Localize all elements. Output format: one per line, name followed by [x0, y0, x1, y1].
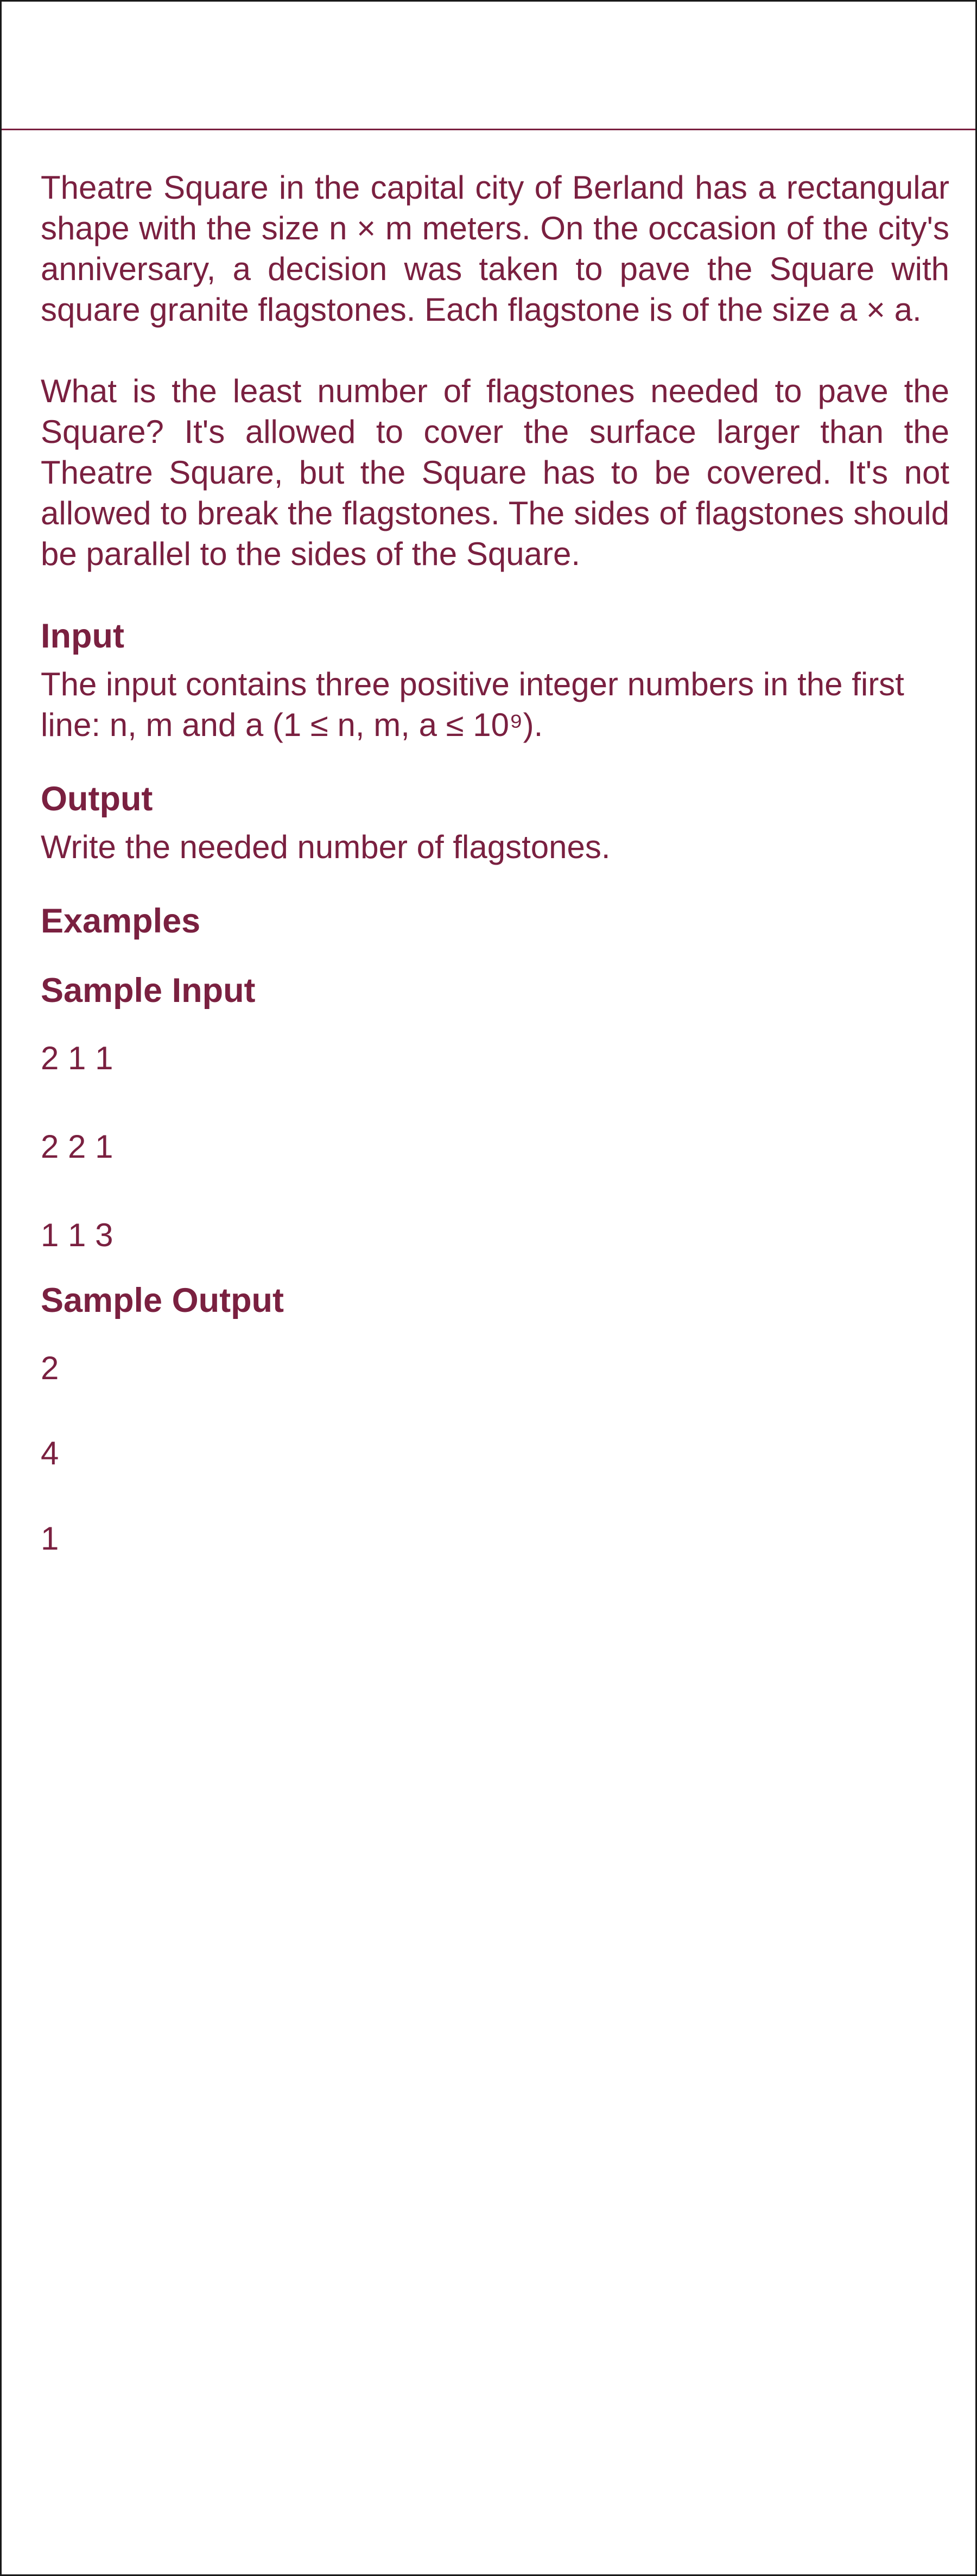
sample-output-line-2: 4 — [41, 1435, 59, 1471]
statement-paragraph-2: What is the least number of flagstones needed to pave the Square? It's allowed to cover the surface larger than the Theatre Square, but the Square has to be covered. It's not allowed to break the flagstones. The sides of flagstones should be parallel to the sides of the Square. — [41, 373, 949, 572]
statement-paragraph-1: Theatre Square in the capital city of Berland has a rectangular shape with the size n × m meters. On the occasion of the city's anniversary, a decision was taken to pave the Square with square granite flagstones. Each flagstone is of the size a × a. — [41, 169, 949, 328]
sample-input-line-1: 2 1 1 — [41, 1040, 113, 1076]
input-description: The input contains three positive integer numbers in the first line: n, m and a (1 ≤ n, m, a ≤ 10⁹). — [41, 666, 904, 743]
sample-input-list — [41, 1038, 949, 1255]
sample-output-line-3: 1 — [41, 1520, 59, 1557]
input-heading: Input — [41, 617, 124, 655]
sample-output-line-1: 2 — [41, 1350, 59, 1386]
examples-heading: Examples — [41, 902, 201, 940]
sample-input-heading: Sample Input — [41, 972, 256, 1010]
sample-input-line-2: 2 2 1 — [41, 1128, 113, 1165]
problem-content — [2, 130, 975, 1559]
output-description: Write the needed number of flagstones. — [41, 829, 611, 865]
sample-output-heading: Sample Output — [41, 1281, 284, 1319]
sample-output-list — [41, 1348, 949, 1559]
output-heading: Output — [41, 780, 153, 818]
header-bar — [2, 2, 975, 130]
sample-input-line-3: 1 1 3 — [41, 1217, 113, 1253]
